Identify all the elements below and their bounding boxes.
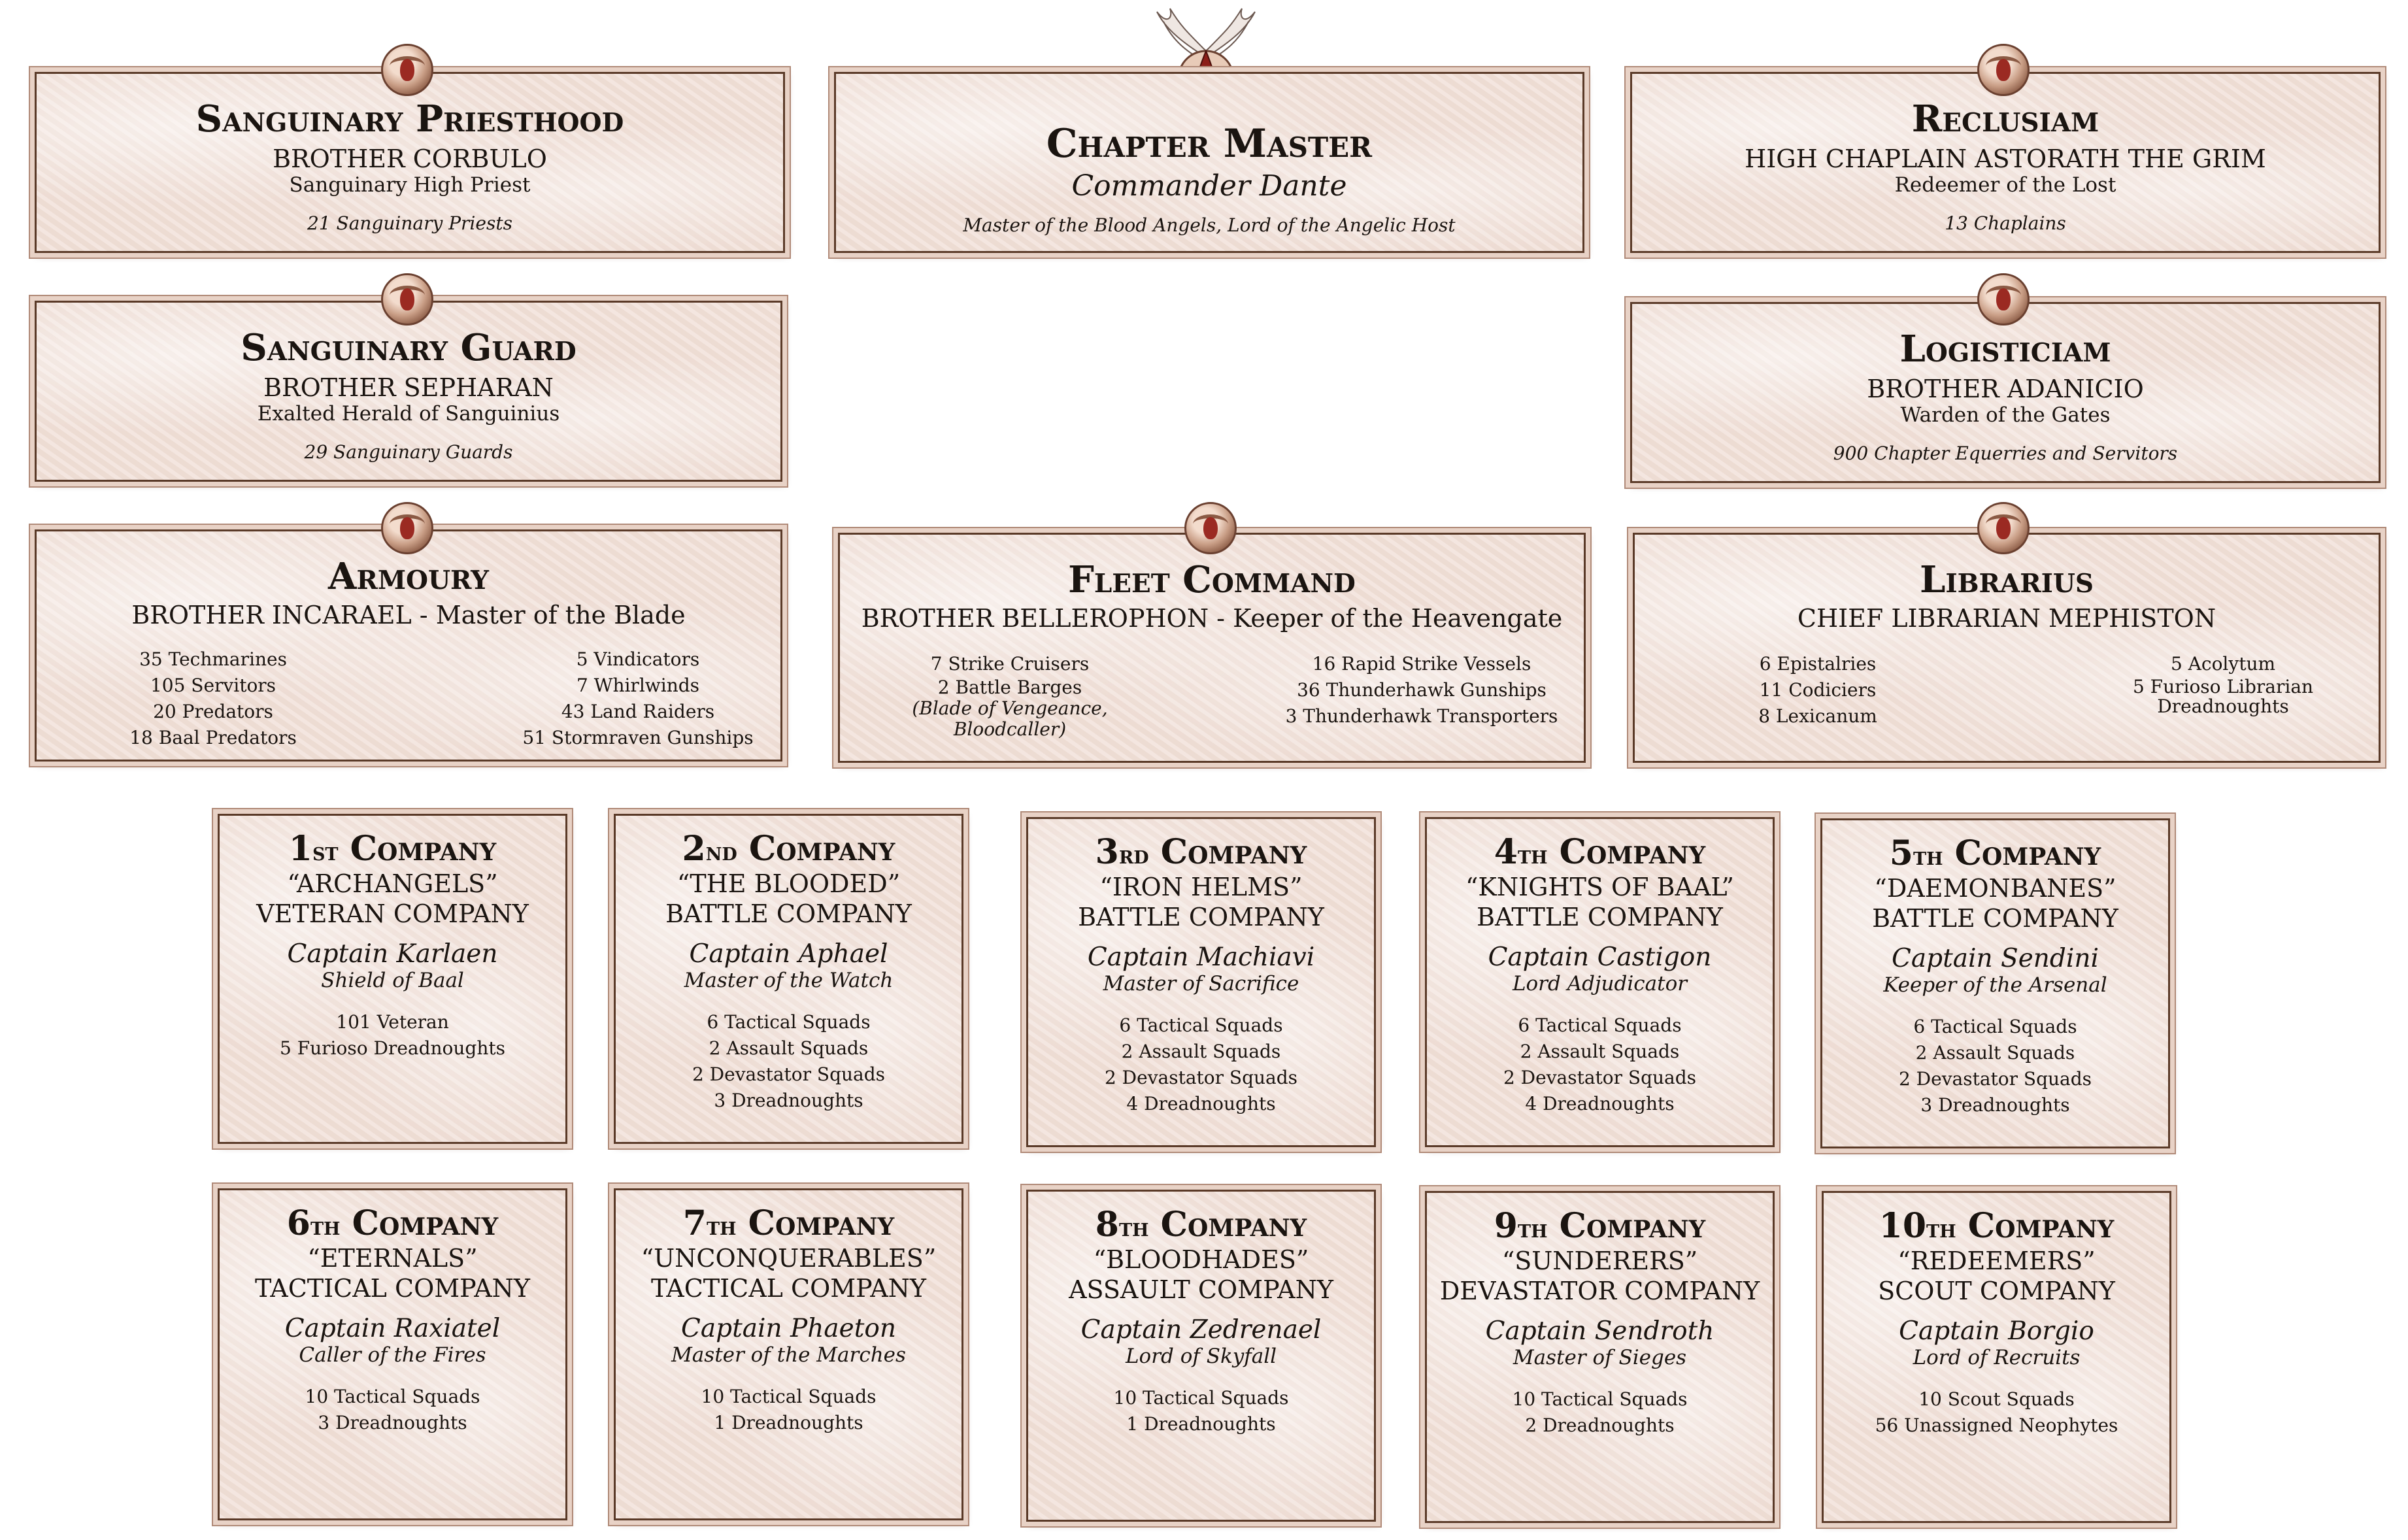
company-card-6 [218, 1188, 567, 1520]
company-nickname: “IRON HELMS” [1099, 873, 1303, 901]
captain-name: Captain Zedrenael [1080, 1315, 1322, 1345]
company-unit: 10 Tactical Squads [305, 1386, 480, 1407]
captain-name: Captain Castigon [1488, 943, 1712, 972]
librarius-rank: 5 Acolytum [2170, 653, 2276, 675]
captain-name: Captain Machiavi [1087, 943, 1315, 972]
company-unit: 101 Veteran [336, 1011, 449, 1033]
armoury-card [35, 529, 782, 762]
strength-note: 29 Sanguinary Guards [304, 441, 513, 463]
company-unit: 2 Assault Squads [709, 1037, 869, 1059]
chapter-medallion-icon [1184, 502, 1237, 554]
company-card-2 [614, 814, 963, 1144]
librarius-rank: 6 Epistalries [1759, 653, 1877, 675]
company-unit: 2 Devastator Squads [1503, 1067, 1697, 1088]
fleet-craft: 36 Thunderhawk Gunships [1297, 679, 1547, 701]
fleet-craft: 3 Thunderhawk Transporters [1285, 705, 1558, 727]
company-unit: 6 Tactical Squads [1913, 1016, 2077, 1037]
card-title: Armoury [327, 555, 490, 598]
company-unit: 3 Dreadnoughts [1920, 1094, 2070, 1116]
captain-title: Master of Sieges [1513, 1346, 1687, 1369]
strength-note: 13 Chaplains [1945, 212, 2066, 234]
company-unit: 2 Assault Squads [1915, 1042, 2075, 1063]
company-unit: 6 Tactical Squads [1119, 1014, 1283, 1036]
armoury-unit: 35 Techmarines [139, 648, 287, 670]
card-title: Reclusiam [1911, 97, 2099, 141]
company-type: ASSAULT COMPANY [1069, 1275, 1333, 1304]
company-card-3 [1026, 817, 1376, 1147]
leader-role: Redeemer of the Lost [1894, 173, 2116, 197]
captain-name: Captain Borgio [1899, 1316, 2094, 1346]
leader-name: CHIEF LIBRARIAN MEPHISTON [1797, 604, 2216, 633]
librarius-card [1633, 533, 2381, 763]
company-type: BATTLE COMPANY [665, 899, 912, 928]
armoury-vehicle: 43 Land Raiders [561, 701, 715, 722]
company-unit: 2 Dreadnoughts [1525, 1414, 1675, 1436]
company-nickname: “ETERNALS” [307, 1244, 478, 1273]
company-unit: 3 Dreadnoughts [318, 1412, 467, 1433]
company-type: VETERAN COMPANY [256, 899, 529, 928]
company-unit: 2 Devastator Squads [1898, 1068, 2092, 1090]
captain-title: Master of the Marches [671, 1343, 906, 1367]
captain-title: Master of the Watch [684, 969, 894, 992]
company-unit: 2 Devastator Squads [692, 1063, 886, 1085]
company-title: 10th Company [1879, 1206, 2115, 1246]
chapter-medallion-icon [381, 273, 433, 326]
company-card-7 [614, 1188, 963, 1520]
card-title: Chapter Master [1046, 121, 1373, 167]
company-card-9 [1425, 1191, 1775, 1523]
company-type: TACTICAL COMPANY [255, 1274, 530, 1303]
company-unit: 10 Scout Squads [1918, 1388, 2075, 1410]
captain-title: Shield of Baal [321, 969, 464, 992]
leader-name: BROTHER CORBULO [273, 144, 547, 173]
leader-name: BROTHER SEPHARAN [263, 373, 554, 402]
armoury-unit: 18 Baal Predators [129, 727, 297, 748]
armoury-vehicle: 51 Stormraven Gunships [522, 727, 754, 748]
company-nickname: “UNCONQUERABLES” [641, 1244, 937, 1273]
captain-name: Captain Karlaen [287, 939, 498, 969]
captain-name: Captain Phaeton [681, 1314, 896, 1343]
card-title: Librarius [1919, 558, 2094, 601]
company-nickname: “DAEMONBANES” [1874, 874, 2116, 903]
librarius-rank: 8 Lexicanum [1758, 705, 1877, 727]
captain-name: Captain Aphael [689, 939, 888, 969]
company-card-4 [1425, 817, 1775, 1147]
captain-name: Captain Sendroth [1485, 1316, 1714, 1346]
company-nickname: “REDEEMERS” [1898, 1247, 2096, 1275]
logisticiam-card [1630, 302, 2381, 483]
leader-role: Exalted Herald of Sanguinius [257, 402, 560, 426]
company-unit: 1 Dreadnoughts [1126, 1413, 1276, 1435]
company-card-5 [1820, 818, 2170, 1148]
company-title: 2nd Company [682, 829, 895, 869]
leader-role: Sanguinary High Priest [289, 173, 531, 197]
armoury-vehicle: 7 Whirlwinds [576, 675, 700, 696]
captain-title: Keeper of the Arsenal [1883, 973, 2107, 997]
company-type: BATTLE COMPANY [1078, 903, 1324, 931]
fleet-ships-names: (Blade of Vengeance, Bloodcaller) [912, 697, 1108, 740]
sanguinary-guard-card [35, 301, 782, 482]
captain-title: Master of Sacrifice [1103, 972, 1299, 996]
company-title: 1st Company [288, 829, 497, 869]
company-unit: 10 Tactical Squads [1512, 1388, 1688, 1410]
librarius-rank: 5 Furioso Librarian [2132, 676, 2314, 697]
company-unit: 6 Tactical Squads [1518, 1014, 1682, 1036]
company-unit: 2 Assault Squads [1121, 1041, 1281, 1062]
armoury-unit: 105 Servitors [150, 675, 276, 696]
reclusiam-card [1630, 72, 2381, 253]
chapter-medallion-icon [381, 44, 433, 96]
fleet-craft: 16 Rapid Strike Vessels [1312, 653, 1531, 675]
card-title: Fleet Command [1068, 558, 1356, 601]
card-title: Sanguinary Guard [241, 326, 577, 369]
company-unit: 10 Tactical Squads [1113, 1387, 1289, 1409]
company-nickname: “KNIGHTS OF BAAL” [1465, 873, 1734, 901]
armoury-unit: 20 Predators [153, 701, 273, 722]
company-unit: 56 Unassigned Neophytes [1875, 1414, 2118, 1436]
company-title: 4th Company [1494, 832, 1706, 872]
fleet-ships: 7 Strike Cruisers [930, 653, 1090, 675]
leader-name: Commander Dante [1071, 169, 1347, 203]
chapter-master-card [834, 72, 1584, 253]
sanguinary-priesthood-card [35, 72, 785, 253]
company-unit: 2 Devastator Squads [1104, 1067, 1298, 1088]
captain-title: Lord Adjudicator [1512, 972, 1688, 996]
company-type: SCOUT COMPANY [1878, 1277, 2115, 1305]
company-title: 5th Company [1889, 833, 2101, 873]
strength-note: 21 Sanguinary Priests [307, 212, 512, 234]
company-card-8 [1026, 1190, 1376, 1522]
captain-title: Lord of Skyfall [1125, 1345, 1277, 1368]
company-unit: 4 Dreadnoughts [1525, 1093, 1675, 1114]
fleet-command-card [838, 533, 1586, 763]
company-nickname: “ARCHANGELS” [287, 869, 498, 898]
company-title: 8th Company [1095, 1205, 1307, 1245]
fleet-ships: 2 Battle Barges [937, 677, 1082, 698]
company-unit: 1 Dreadnoughts [714, 1412, 863, 1433]
librarius-rank: 11 Codiciers [1759, 679, 1877, 701]
leader-name: HIGH CHAPLAIN ASTORATH THE GRIM [1745, 144, 2266, 173]
captain-name: Captain Sendini [1892, 944, 2099, 973]
company-unit: 2 Assault Squads [1520, 1041, 1680, 1062]
company-title: 3rd Company [1095, 832, 1307, 872]
company-type: BATTLE COMPANY [1477, 903, 1723, 931]
company-card-10 [1822, 1191, 2171, 1523]
company-unit: 3 Dreadnoughts [714, 1090, 863, 1111]
company-card-1 [218, 814, 567, 1144]
company-unit: 4 Dreadnoughts [1126, 1093, 1276, 1114]
chapter-medallion-icon [1977, 273, 2030, 326]
chapter-medallion-icon [381, 502, 433, 554]
company-nickname: “BLOODHADES” [1093, 1245, 1309, 1274]
company-unit: 10 Tactical Squads [701, 1386, 877, 1407]
company-unit: 5 Furioso Dreadnoughts [279, 1037, 506, 1059]
strength-note: 900 Chapter Equerries and Servitors [1833, 443, 2178, 464]
company-type: BATTLE COMPANY [1872, 904, 2118, 933]
captain-title: Lord of Recruits [1913, 1346, 2081, 1369]
company-title: 9th Company [1494, 1206, 1706, 1246]
company-title: 6th Company [286, 1203, 499, 1243]
leader-role: Warden of the Gates [1900, 403, 2111, 427]
leader-name: BROTHER ADANICIO [1867, 375, 2144, 403]
librarius-rank: Dreadnoughts [2157, 695, 2289, 717]
leader-name: BROTHER BELLEROPHON - Keeper of the Heavengate [861, 604, 1563, 633]
leader-name: BROTHER INCARAEL - Master of the Blade [131, 601, 686, 629]
armoury-vehicle: 5 Vindicators [576, 648, 700, 670]
card-title: Sanguinary Priesthood [195, 97, 624, 141]
company-type: TACTICAL COMPANY [651, 1274, 926, 1303]
company-title: 7th Company [682, 1203, 895, 1243]
chapter-medallion-icon [1977, 44, 2030, 96]
captain-name: Captain Raxiatel [284, 1314, 501, 1343]
company-unit: 6 Tactical Squads [707, 1011, 871, 1033]
chapter-medallion-icon [1977, 502, 2030, 554]
company-nickname: “THE BLOODED” [677, 869, 901, 898]
card-title: Logisticiam [1899, 327, 2111, 371]
company-type: DEVASTATOR COMPANY [1439, 1277, 1760, 1305]
leader-role: Master of the Blood Angels, Lord of the Angelic Host [963, 214, 1456, 236]
company-nickname: “SUNDERERS” [1501, 1247, 1698, 1275]
captain-title: Caller of the Fires [299, 1343, 486, 1367]
